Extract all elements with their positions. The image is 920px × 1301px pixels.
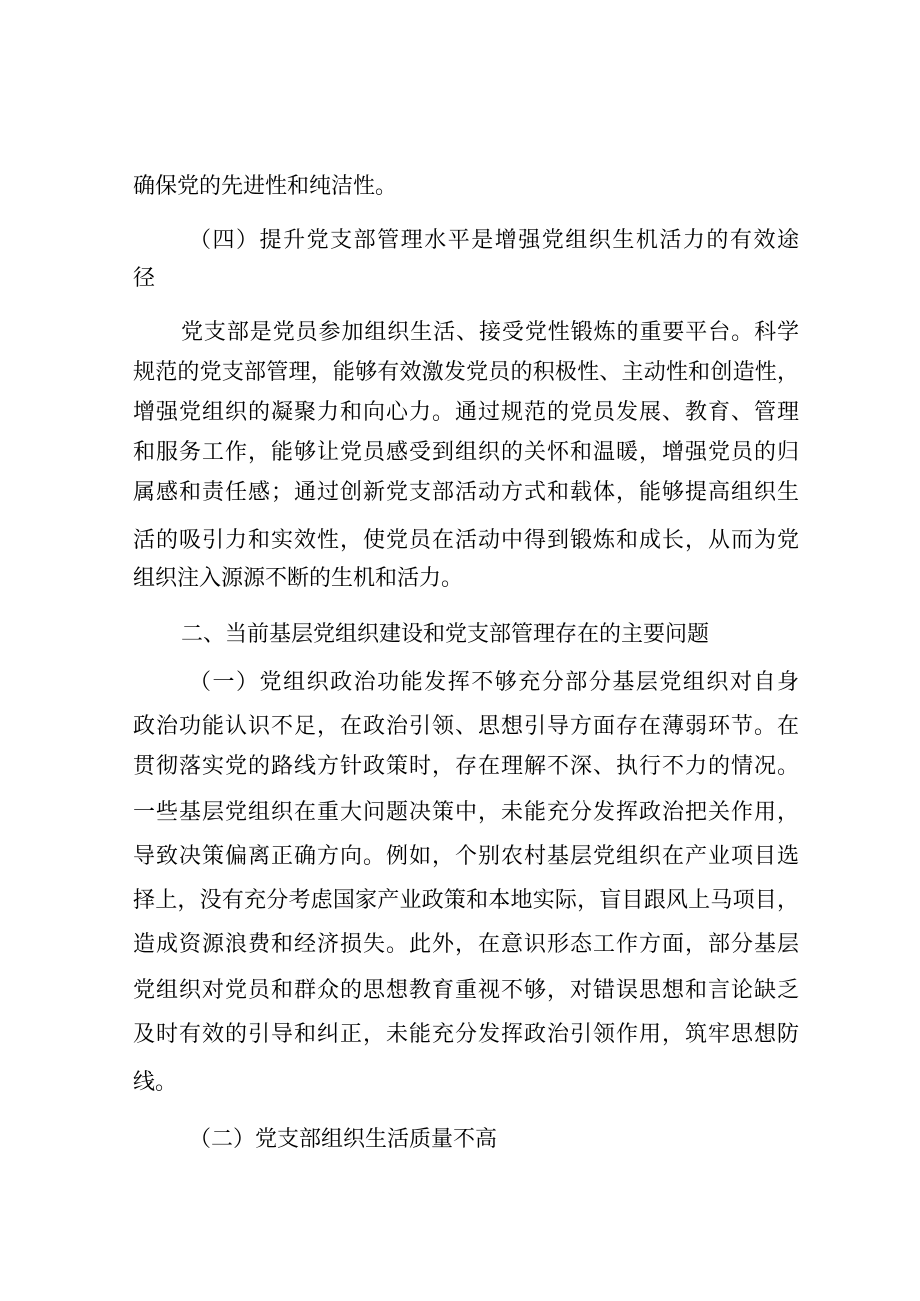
section-heading: （四）提升党支部管理水平是增强党组织生机活力的有效途: [189, 228, 799, 253]
chapter-heading: 二、当前基层党组织建设和党支部管理存在的主要问题: [181, 622, 710, 647]
paragraph-line: 增强党组织的凝聚力和向心力。通过规范的党员发展、教育、管理: [133, 400, 799, 425]
paragraph-line: 一些基层党组织在重大问题决策中，未能充分发挥政治把关作用，: [133, 800, 799, 825]
paragraph-line: 择上，没有充分考虑国家产业政策和本地实际，盲目跟风上马项目，: [133, 888, 799, 913]
paragraph-line: 和服务工作，能够让党员感受到组织的关怀和温暖，增强党员的归: [133, 440, 799, 465]
paragraph-line: 及时有效的引导和纠正，未能充分发挥政治引领作用，筑牢思想防: [133, 1022, 799, 1047]
paragraph-line: 党支部是党员参加组织生活、接受党性锻炼的重要平台。科学: [181, 320, 799, 345]
paragraph-line: 属感和责任感；通过创新党支部活动方式和载体，能够提高组织生: [133, 480, 799, 505]
paragraph-line: 党组织对党员和群众的思想教育重视不够，对错误思想和言论缺乏: [133, 978, 799, 1003]
section-heading: （二）党支部组织生活质量不高: [189, 1127, 498, 1152]
text-line: 确保党的先进性和纯洁性。: [133, 174, 398, 199]
paragraph-line: 导致决策偏离正确方向。例如，个别农村基层党组织在产业项目选: [133, 844, 799, 869]
section-heading-continuation: 径: [133, 266, 156, 291]
paragraph-line: 活的吸引力和实效性，使党员在活动中得到锻炼和成长，从而为党: [133, 528, 799, 553]
paragraph-line: 组织注入源源不断的生机和活力。: [133, 566, 464, 591]
paragraph-line: 贯彻落实党的路线方针政策时，存在理解不深、执行不力的情况。: [133, 754, 799, 779]
paragraph-line: 线。: [133, 1070, 178, 1095]
paragraph-line: （一）党组织政治功能发挥不够充分部分基层党组织对自身: [189, 670, 799, 695]
paragraph-line: 规范的党支部管理，能够有效激发党员的积极性、主动性和创造性，: [133, 360, 799, 385]
paragraph-line: 造成资源浪费和经济损失。此外，在意识形态工作方面，部分基层: [133, 932, 799, 957]
paragraph-line: 政治功能认识不足，在政治引领、思想引导方面存在薄弱环节。在: [133, 714, 799, 739]
